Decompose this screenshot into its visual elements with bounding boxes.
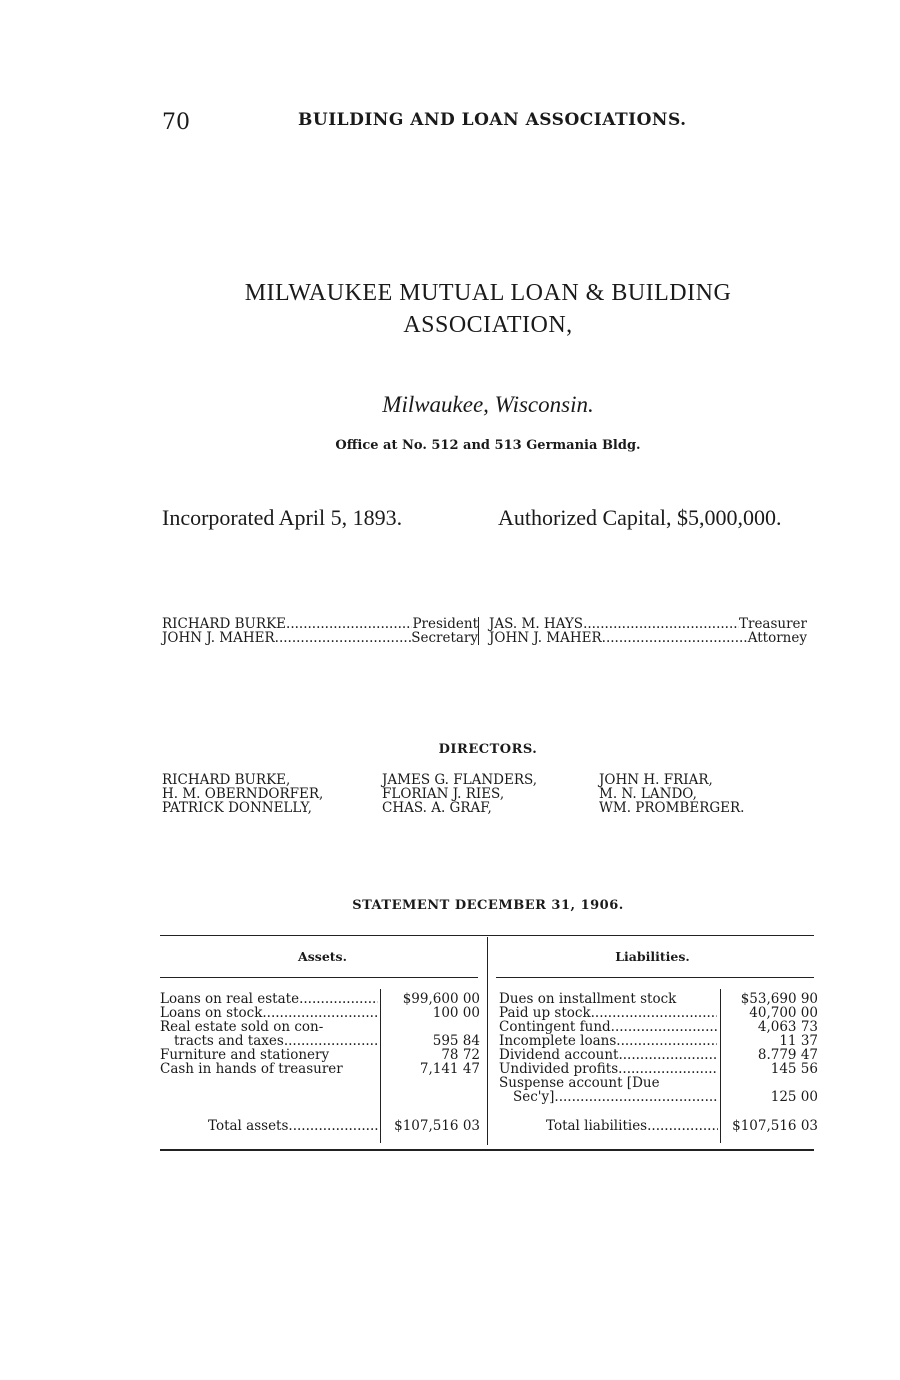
director-name: CHAS. A. GRAF, xyxy=(382,800,492,816)
liabilities-header-rule xyxy=(496,977,814,978)
asset-amount xyxy=(382,1020,480,1034)
officers-row xyxy=(162,617,822,631)
asset-label: Cash in hands of treasurer xyxy=(160,1061,343,1077)
liability-row xyxy=(499,1034,717,1048)
officers-list xyxy=(162,617,822,645)
director-name: PATRICK DONNELLY, xyxy=(162,800,312,816)
officer-entry xyxy=(478,617,807,631)
liability-amount: 11 37 xyxy=(779,1033,818,1049)
officer-entry xyxy=(162,617,478,631)
asset-row xyxy=(160,1020,378,1034)
directors-column xyxy=(599,773,744,815)
total-assets-amount: $107,516 03 xyxy=(394,1118,480,1134)
liability-label: Undivided profits xyxy=(499,1061,619,1077)
asset-row xyxy=(160,1006,378,1020)
liability-amount xyxy=(722,1076,818,1090)
director-name: RICHARD BURKE, xyxy=(162,772,291,788)
director-name: FLORIAN J. RIES, xyxy=(382,786,505,802)
officer-name: JAS. M. HAYS xyxy=(489,616,584,632)
total-assets-row xyxy=(208,1119,378,1133)
leader-dots xyxy=(286,617,412,631)
director-name: WM. PROMBERGER. xyxy=(599,800,745,816)
asset-label: Loans on stock xyxy=(160,1005,263,1021)
asset-label: Loans on real estate xyxy=(160,991,300,1007)
directors-column xyxy=(382,773,537,815)
liability-amount: 4,063 73 xyxy=(757,1019,818,1035)
liability-amount: 145 56 xyxy=(770,1061,818,1077)
director-name: M. N. LANDO, xyxy=(599,786,697,802)
officer-role: Secretary xyxy=(411,630,478,646)
director-name: JOHN H. FRIAR, xyxy=(599,772,713,788)
liability-label: Incomplete loans xyxy=(499,1033,617,1049)
total-liabilities-row xyxy=(546,1119,718,1133)
asset-amount: 100 00 xyxy=(432,1005,480,1021)
authorized-capital: Authorized Capital, $5,000,000. xyxy=(498,505,782,530)
leader-dots xyxy=(618,1062,717,1076)
liability-row xyxy=(513,1090,717,1104)
page-number: 70 xyxy=(162,110,190,135)
leader-dots xyxy=(288,1119,378,1133)
liability-row xyxy=(499,1062,717,1076)
officer-name: JOHN J. MAHER xyxy=(489,630,602,646)
asset-amount: 595 84 xyxy=(432,1033,480,1049)
directors-heading: DIRECTORS. xyxy=(438,742,538,757)
asset-row xyxy=(160,1062,378,1076)
liability-amount: 8.779 47 xyxy=(757,1047,818,1063)
officer-entry xyxy=(162,631,478,645)
officer-role: Attorney xyxy=(747,630,807,646)
director-name: H. M. OBERNDORFER, xyxy=(162,786,324,802)
liability-row xyxy=(499,992,717,1006)
directors-column xyxy=(162,773,323,815)
total-liabilities-amount: $107,516 03 xyxy=(732,1118,818,1134)
running-title: BUILDING AND LOAN ASSOCIATIONS. xyxy=(298,110,687,130)
asset-amount: $99,600 00 xyxy=(402,991,480,1007)
leader-dots xyxy=(618,1048,717,1062)
total-liabilities-label: Total liabilities xyxy=(546,1118,648,1134)
leader-dots xyxy=(647,1119,718,1133)
liability-label: Dividend account xyxy=(499,1047,619,1063)
asset-row xyxy=(160,992,378,1006)
total-assets-label: Total assets xyxy=(208,1118,289,1134)
statement-heading: STATEMENT DECEMBER 31, 1906. xyxy=(352,898,624,913)
asset-label: Real estate sold on con- xyxy=(160,1019,324,1035)
liability-row xyxy=(499,1048,717,1062)
location: Milwaukee, Wisconsin. xyxy=(382,392,594,417)
assets-amount-divider xyxy=(380,989,381,1143)
center-divider xyxy=(487,937,488,1145)
officer-name: RICHARD BURKE xyxy=(162,616,287,632)
asset-row xyxy=(174,1034,378,1048)
asset-amount: 7,141 47 xyxy=(419,1061,480,1077)
officer-entry xyxy=(478,631,807,645)
officers-row xyxy=(162,631,822,645)
liabilities-heading: Liabilities. xyxy=(615,949,690,964)
leader-dots xyxy=(299,992,378,1006)
liability-label: Paid up stock xyxy=(499,1005,591,1021)
leader-dots xyxy=(262,1006,378,1020)
liability-label: Contingent fund xyxy=(499,1019,611,1035)
asset-label: Furniture and stationery xyxy=(160,1047,330,1063)
liability-row xyxy=(499,1020,717,1034)
liability-row xyxy=(499,1006,717,1020)
liability-label: Sec'y] xyxy=(513,1089,555,1105)
assets-header-rule xyxy=(160,977,478,978)
asset-label: tracts and taxes xyxy=(174,1033,284,1049)
liability-amount: 125 00 xyxy=(770,1089,818,1105)
leader-dots xyxy=(616,1034,717,1048)
leader-dots xyxy=(275,631,412,645)
statement-table xyxy=(160,935,818,1153)
association-name-line-2: ASSOCIATION, xyxy=(403,312,573,338)
leader-dots xyxy=(602,631,748,645)
association-name-line-1: MILWAUKEE MUTUAL LOAN & BUILDING xyxy=(244,280,732,306)
leader-dots xyxy=(583,617,739,631)
liability-amount: 40,700 00 xyxy=(749,1005,818,1021)
liability-row xyxy=(499,1076,717,1090)
officer-role: Treasurer xyxy=(738,616,807,632)
leader-dots xyxy=(284,1034,378,1048)
assets-heading: Assets. xyxy=(298,949,347,964)
leader-dots xyxy=(591,1006,717,1020)
leader-dots xyxy=(554,1090,717,1104)
officer-role: President xyxy=(412,616,478,632)
incorporated-date: Incorporated April 5, 1893. xyxy=(162,505,403,530)
table-rule-top xyxy=(160,935,814,936)
leader-dots xyxy=(611,1020,717,1034)
office-address: Office at No. 512 and 513 Germania Bldg. xyxy=(335,438,641,453)
liability-amount: $53,690 90 xyxy=(740,991,818,1007)
asset-row xyxy=(160,1048,378,1062)
director-name: JAMES G. FLANDERS, xyxy=(382,772,538,788)
officer-name: JOHN J. MAHER xyxy=(162,630,275,646)
liability-label: Suspense account [Due xyxy=(499,1075,660,1091)
liabilities-amount-divider xyxy=(720,989,721,1143)
asset-amount: 78 72 xyxy=(441,1047,480,1063)
liability-label: Dues on installment stock xyxy=(499,991,677,1007)
table-rule-bottom xyxy=(160,1149,814,1151)
